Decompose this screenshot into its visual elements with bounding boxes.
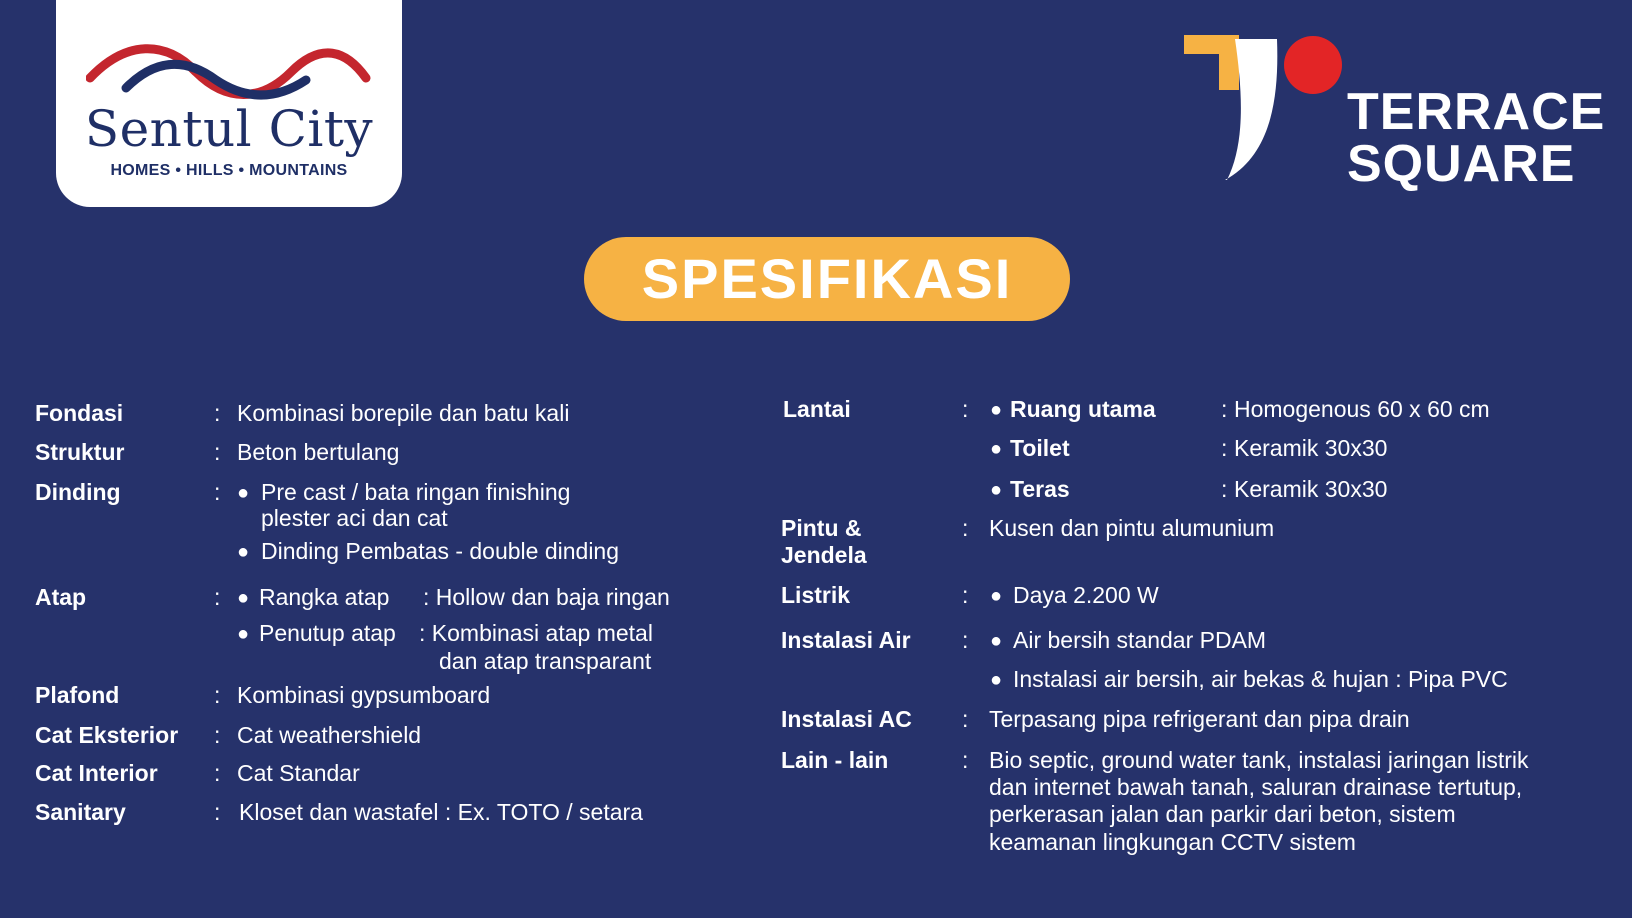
- terrace-line: TERRACE: [1347, 83, 1606, 141]
- colon: :: [1221, 396, 1228, 422]
- bullet-icon: ●: [237, 587, 250, 609]
- colon: :: [962, 747, 969, 773]
- colon: :: [962, 582, 969, 608]
- atap-item2-key: Penutup atap: [259, 620, 396, 646]
- cat-eksterior-value: Cat weathershield: [237, 722, 422, 748]
- atap-item2-value-line2: dan atap transparant: [439, 648, 652, 674]
- bullet-icon: ●: [990, 438, 1003, 460]
- dinding-item1-line2: plester aci dan cat: [261, 505, 448, 531]
- colon: :: [962, 396, 969, 422]
- bullet-icon: ●: [237, 541, 250, 563]
- instalasi-air-item1: Air bersih standar PDAM: [1013, 627, 1267, 653]
- colon: :: [214, 479, 221, 505]
- pintu-label-line1: Pintu &: [781, 515, 862, 541]
- bullet-icon: ●: [990, 630, 1003, 652]
- struktur-label: Struktur: [35, 439, 125, 465]
- sanitary-label: Sanitary: [35, 799, 126, 825]
- bullet-icon: ●: [237, 482, 250, 504]
- listrik-label: Listrik: [781, 582, 851, 608]
- bullet-icon: ●: [990, 585, 1003, 607]
- colon: :: [214, 439, 221, 465]
- plafond-label: Plafond: [35, 682, 120, 708]
- colon: :: [214, 722, 221, 748]
- sentul-city-name: Sentul City: [84, 100, 374, 158]
- colon: :: [214, 584, 221, 610]
- dinding-label: Dinding: [35, 479, 121, 505]
- struktur-value: Beton bertulang: [237, 439, 400, 465]
- cat-interior-label: Cat Interior: [35, 760, 158, 786]
- pintu-label-line2: Jendela: [781, 542, 867, 568]
- colon: :: [214, 799, 221, 825]
- dinding-item2: Dinding Pembatas - double dinding: [261, 538, 620, 564]
- colon: :: [962, 515, 969, 541]
- page-title: SPESIFIKASI: [584, 237, 1070, 321]
- instalasi-air-item2: Instalasi air bersih, air bekas & hujan : Pipa PVC: [1013, 666, 1508, 692]
- colon: :: [1221, 435, 1228, 461]
- lantai-item-value: Keramik 30x30: [1234, 476, 1388, 502]
- pintu-value: Kusen dan pintu alumunium: [989, 515, 1275, 541]
- colon: :: [214, 400, 221, 426]
- atap-item2-value-line1: : Kombinasi atap metal: [419, 620, 653, 646]
- instalasi-ac-value: Terpasang pipa refrigerant dan pipa drain: [989, 706, 1410, 732]
- square-line: SQUARE: [1347, 135, 1576, 193]
- lantai-item-value: Homogenous 60 x 60 cm: [1234, 396, 1490, 422]
- colon: :: [962, 627, 969, 653]
- lain-line2: dan internet bawah tanah, saluran drainase tertutup,: [989, 774, 1523, 800]
- atap-item1-value: : Hollow dan baja ringan: [423, 584, 670, 610]
- sentul-city-logo: [56, 0, 402, 207]
- bullet-icon: ●: [237, 623, 250, 645]
- lantai-item-key: Toilet: [1010, 435, 1070, 461]
- sentul-city-tagline: HOMES • HILLS • MOUNTAINS: [110, 162, 348, 179]
- bullet-icon: ●: [990, 399, 1003, 421]
- dinding-item1-line1: Pre cast / bata ringan finishing: [261, 479, 571, 505]
- colon: :: [962, 706, 969, 732]
- bullet-icon: ●: [990, 669, 1003, 691]
- lantai-label: Lantai: [783, 396, 851, 422]
- lain-line4: keamanan lingkungan CCTV sistem: [989, 829, 1356, 855]
- colon: :: [214, 682, 221, 708]
- lain-line1: Bio septic, ground water tank, instalasi jaringan listrik: [989, 747, 1529, 773]
- instalasi-air-label: Instalasi Air: [781, 627, 911, 653]
- cat-interior-value: Cat Standar: [237, 760, 360, 786]
- fondasi-label: Fondasi: [35, 400, 124, 426]
- atap-item1-key: Rangka atap: [259, 584, 390, 610]
- atap-label: Atap: [35, 584, 87, 610]
- sanitary-value: Kloset dan wastafel : Ex. TOTO / setara: [239, 799, 643, 825]
- colon: :: [1221, 476, 1228, 502]
- lain-line3: perkerasan jalan dan parkir dari beton, sistem: [989, 801, 1456, 827]
- listrik-value: Daya 2.200 W: [1013, 582, 1159, 608]
- lantai-item-value: Keramik 30x30: [1234, 435, 1388, 461]
- lain-label: Lain - lain: [781, 747, 889, 773]
- cat-eksterior-label: Cat Eksterior: [35, 722, 179, 748]
- colon: :: [214, 760, 221, 786]
- instalasi-ac-label: Instalasi AC: [781, 706, 912, 732]
- bullet-icon: ●: [990, 479, 1003, 501]
- terrace-square-mark-icon: [1183, 34, 1343, 184]
- terrace-square-wordmark: [1347, 83, 1606, 193]
- fondasi-value: Kombinasi borepile dan batu kali: [237, 400, 570, 426]
- lantai-item-key: Ruang utama: [1010, 396, 1156, 422]
- plafond-value: Kombinasi gypsumboard: [237, 682, 491, 708]
- lantai-item-key: Teras: [1010, 476, 1070, 502]
